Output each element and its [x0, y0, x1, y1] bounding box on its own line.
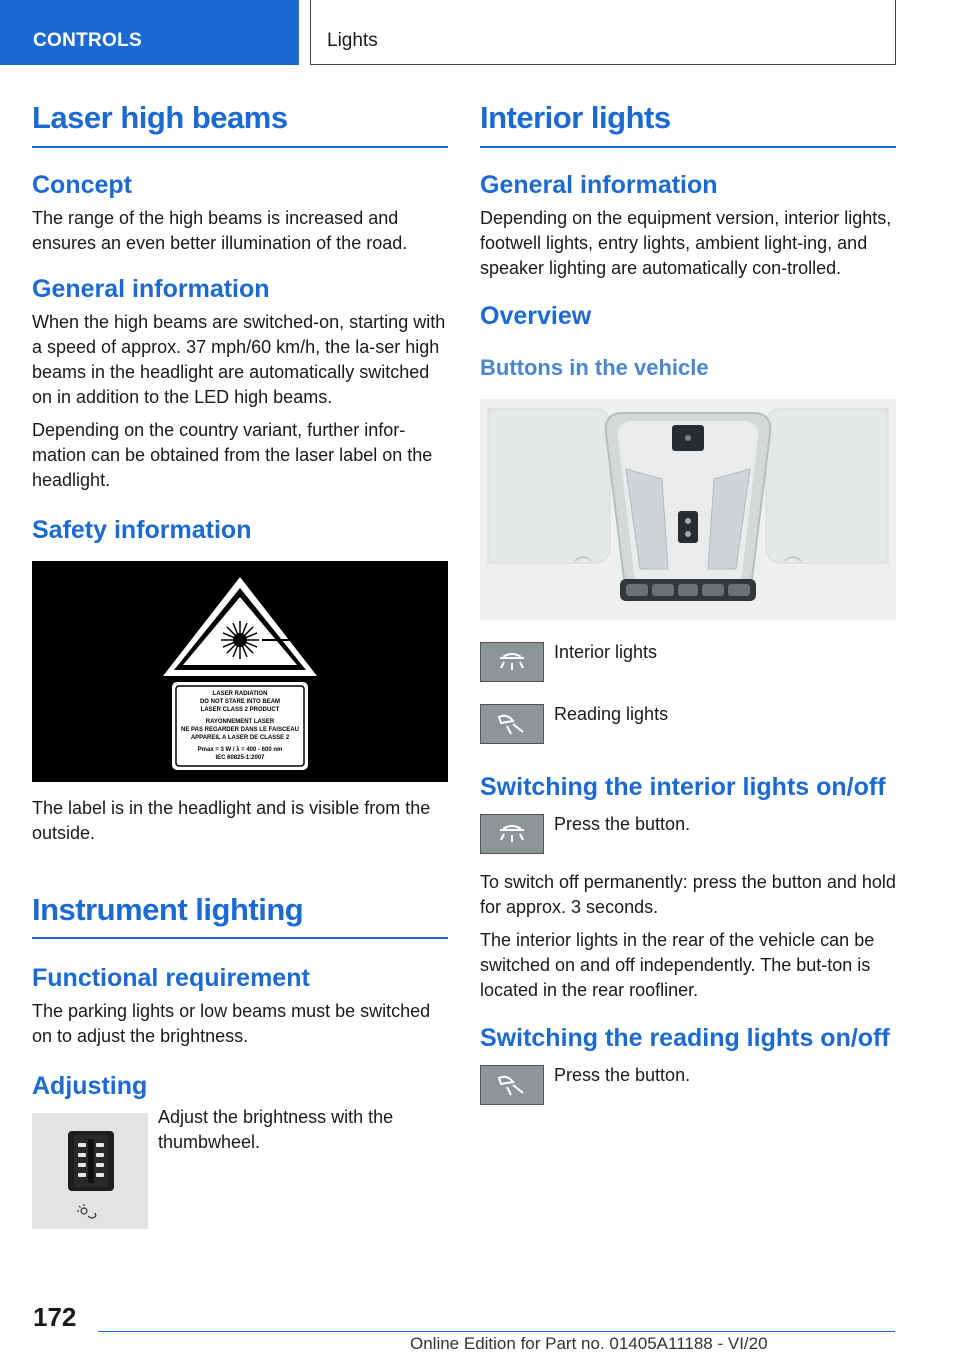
buttons-in-vehicle-heading: Buttons in the vehicle	[480, 354, 709, 380]
adjusting-heading: Adjusting	[32, 1072, 148, 1101]
interior-general-information-heading: General information	[480, 170, 718, 199]
functional-requirement-text: The parking lights or low beams must be switched on to adjust the brightness.	[32, 1001, 431, 1047]
switching-interior-lights-heading: Switching the interior lights on/off	[480, 772, 886, 801]
laser-label-line-5: NE PAS REGARDER DANS LE FAISCEAU	[181, 726, 299, 733]
safety-information-text: The label is in the headlight and is visible from the outside.	[32, 797, 431, 843]
laser-label-line-1: LASER RADIATION	[212, 690, 268, 697]
overview-heading: Overview	[480, 301, 592, 330]
laser-warning-label-image	[32, 561, 448, 782]
concept-heading: Concept	[32, 170, 132, 199]
right-column	[480, 100, 896, 1127]
adjusting-row	[32, 1107, 448, 1229]
general-information-heading: General information	[32, 274, 270, 303]
interior-general-information-text: Depending on the equipment version, interior lights, footwell lights, entry lights, ambient light-ing, and speaker lighting are automatically con-trolled.	[480, 207, 892, 278]
header-topic-tab	[310, 0, 896, 65]
switch-off-permanently-text: To switch off permanently: press the button and hold for approx. 3 seconds.	[480, 871, 896, 917]
header-section-label: CONTROLS	[33, 30, 143, 51]
laser-label-line-8: IEC 60825-1:2007	[215, 754, 265, 761]
switching-reading-lights-heading: Switching the reading lights on/off	[480, 1023, 890, 1052]
laser-label-line-6: APPAREIL A LASER DE CLASSE 2	[190, 734, 290, 741]
press-button-text-2: Press the button.	[554, 1064, 691, 1085]
interior-lights-legend-row	[480, 642, 896, 682]
reading-lights-label: Reading lights	[554, 703, 669, 724]
reading-lights-legend-row	[480, 704, 896, 744]
thumbwheel-image	[32, 1113, 148, 1229]
footer-edition-text: Online Edition for Part no. 01405A11188 - VI/20	[410, 1334, 768, 1353]
functional-requirement-heading: Functional requirement	[32, 964, 310, 993]
concept-text: The range of the high beams is increased and ensures an even better illumination of the road.	[32, 207, 408, 253]
brightness-symbol-icon	[77, 1204, 96, 1218]
press-button-text-1: Press the button.	[554, 813, 691, 834]
instrument-lighting-title: Instrument lighting	[32, 892, 448, 940]
header-section-tab	[0, 0, 299, 65]
laser-label-line-4: RAYONNEMENT LASER	[205, 718, 275, 725]
footer-divider	[98, 1331, 895, 1332]
left-column	[32, 100, 448, 1229]
interior-lights-button-icon-2	[480, 814, 544, 854]
header-topic-label: Lights	[327, 30, 378, 51]
laser-label-line-2: DO NOT STARE INTO BEAM	[199, 698, 281, 705]
adjusting-text: Adjust the brightness with the thumbwheel.	[158, 1107, 394, 1153]
rear-interior-lights-text: The interior lights in the rear of the vehicle can be switched on and off independently. The but-ton is located in the rear roofliner.	[480, 929, 875, 1000]
interior-lights-button-icon	[480, 642, 544, 682]
general-information-text-2: Depending on the country variant, further infor-mation can be obtained from the laser label on the headlight.	[32, 419, 433, 490]
interior-lights-label: Interior lights	[554, 641, 658, 662]
safety-information-heading: Safety information	[32, 515, 252, 544]
laser-high-beams-title: Laser high beams	[32, 100, 448, 148]
laser-label-line-3: LASER CLASS 2 PRODUCT	[200, 706, 280, 713]
reading-lights-button-icon-2	[480, 1065, 544, 1105]
reading-lights-button-icon	[480, 704, 544, 744]
reading-press-button-row	[480, 1065, 896, 1105]
general-information-text-1: When the high beams are switched-on, starting with a speed of approx. 37 mph/60 km/h, the la-ser high beams in the headlight are automatically switched on in addition to the LED high beams.	[32, 311, 446, 407]
laser-label-line-7: Pmax = 3 W / λ = 400 - 600 nm	[197, 746, 283, 753]
interior-lights-title: Interior lights	[480, 100, 896, 148]
roofliner-buttons-image	[480, 399, 896, 620]
page-number: 172	[33, 1302, 77, 1332]
interior-press-button-row	[480, 814, 896, 854]
